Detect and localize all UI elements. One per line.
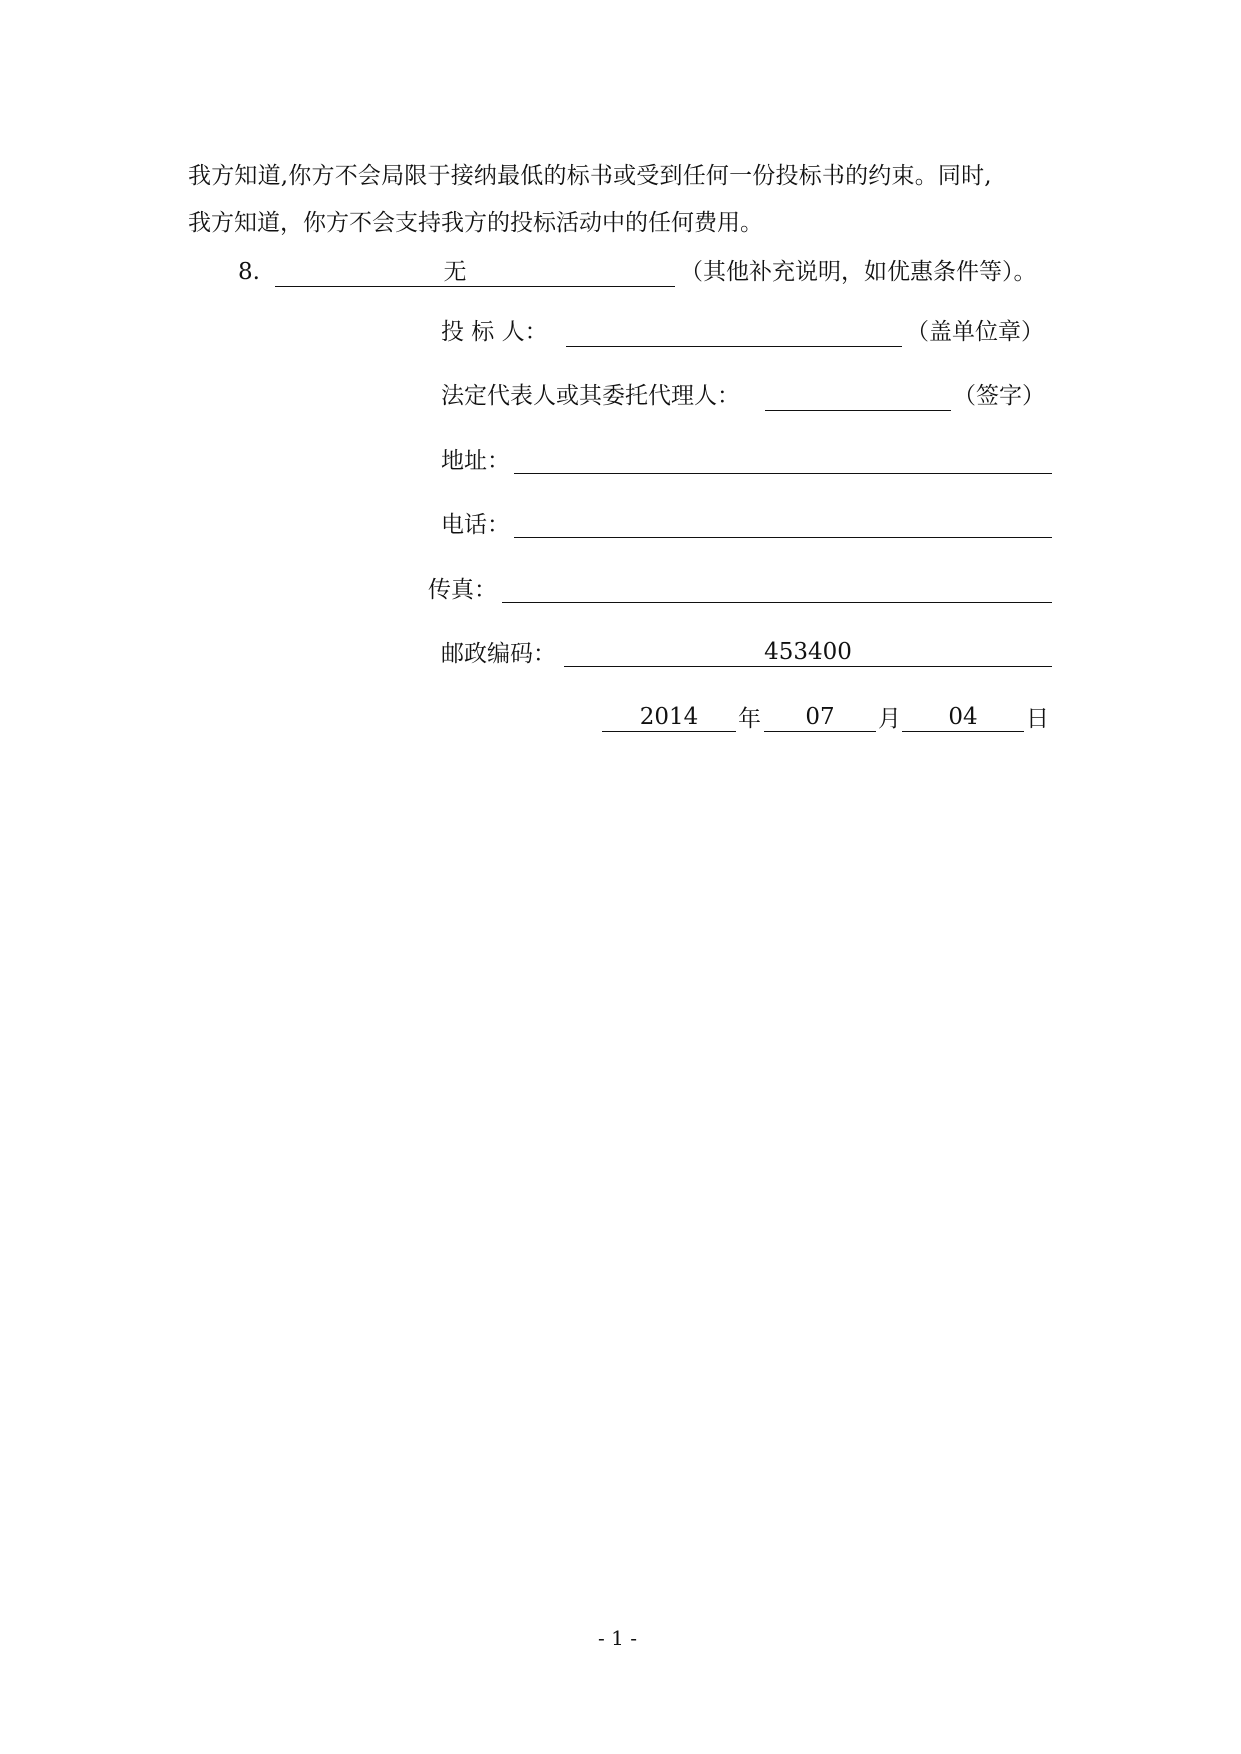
bidder-suffix: （盖单位章） bbox=[906, 319, 1044, 345]
paragraph-line-2: 我方知道，你方不会支持我方的投标活动中的任何费用。 bbox=[188, 210, 763, 236]
fax-label: 传真： bbox=[428, 577, 497, 603]
postcode-label: 邮政编码： bbox=[441, 641, 556, 667]
page-number: - 1 - bbox=[598, 1626, 637, 1650]
date-month-label: 月 bbox=[878, 706, 901, 732]
item-8-field bbox=[275, 256, 675, 287]
item-8-number: 8. bbox=[238, 259, 260, 285]
paragraph-line-1: 我方知道,你方不会局限于接纳最低的标书或受到任何一份投标书的约束。同时, bbox=[188, 163, 992, 189]
date-year-field: 2014 bbox=[602, 701, 736, 732]
address-field bbox=[514, 443, 1052, 474]
date-year-label: 年 bbox=[738, 706, 761, 732]
postcode-field: 453400 bbox=[564, 636, 1052, 667]
representative-field bbox=[765, 380, 951, 411]
phone-label: 电话： bbox=[441, 512, 510, 538]
representative-suffix: （签字） bbox=[953, 383, 1045, 409]
item-8-suffix: （其他补充说明，如优惠条件等）。 bbox=[680, 259, 1037, 285]
fax-field bbox=[502, 572, 1052, 603]
address-label: 地址： bbox=[441, 448, 510, 474]
bidder-label: 投 标 人： bbox=[441, 319, 548, 345]
item-8-value: 无 bbox=[443, 259, 467, 285]
phone-field bbox=[514, 507, 1052, 538]
bidder-field bbox=[566, 316, 902, 347]
date-month-field: 07 bbox=[764, 701, 876, 732]
date-day-field: 04 bbox=[902, 701, 1024, 732]
representative-label: 法定代表人或其委托代理人： bbox=[441, 383, 740, 409]
date-day-label: 日 bbox=[1026, 706, 1049, 732]
